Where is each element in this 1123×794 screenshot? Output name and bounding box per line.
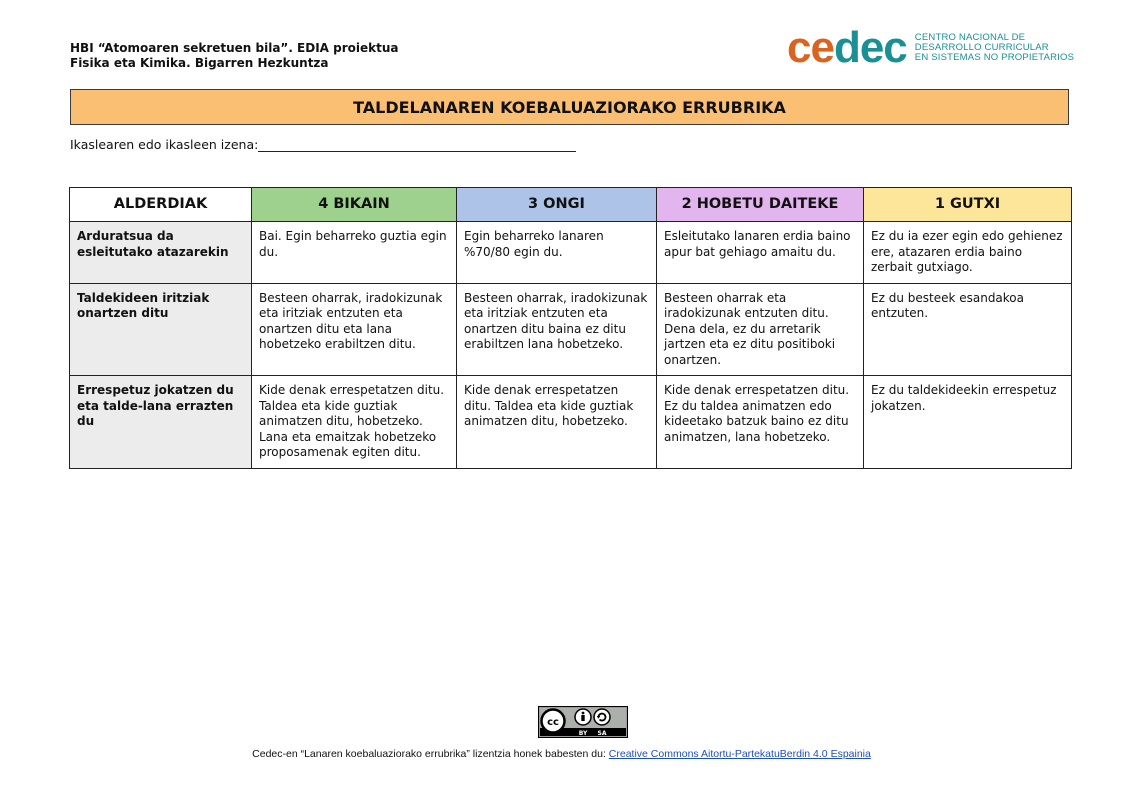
header-level-1: 1 GUTXI bbox=[864, 188, 1072, 222]
cedec-logo bbox=[787, 23, 1075, 72]
svg-text:SA: SA bbox=[597, 730, 607, 737]
criteria-cell: Besteen oharrak, iradokizunak eta iritziak entzuten eta onartzen ditu baina ez ditu erabiltzen lana hobetzeko. bbox=[457, 283, 657, 376]
creative-commons-by-sa-icon[interactable] bbox=[538, 706, 628, 742]
aspect-cell: Arduratsua da esleitutako atazarekin bbox=[70, 222, 252, 284]
table-row bbox=[70, 376, 1072, 469]
header-level-2: 2 HOBETU DAITEKE bbox=[657, 188, 864, 222]
svg-text:cc: cc bbox=[547, 717, 559, 728]
student-name-blank[interactable] bbox=[258, 138, 576, 152]
table-row bbox=[70, 222, 1072, 284]
student-name-label: Ikaslearen edo ikasleen izena: bbox=[70, 137, 259, 152]
criteria-cell: Egin beharreko lanaren %70/80 egin du. bbox=[457, 222, 657, 284]
criteria-cell: Ez du ia ezer egin edo gehienez ere, atazaren erdia baino zerbait gutxiago. bbox=[864, 222, 1072, 284]
rubric-header-row bbox=[70, 188, 1072, 222]
criteria-cell: Esleitutako lanaren erdia baino apur bat gehiago amaitu du. bbox=[657, 222, 864, 284]
license-footer bbox=[0, 748, 1123, 760]
criteria-cell: Kide denak errespetatzen ditu. Taldea eta kide guztiak animatzen ditu, hobetzeko. Lana eta emaitzak hobetzeko proposamenak egiten ditu. bbox=[252, 376, 457, 469]
header-level-4: 4 BIKAIN bbox=[252, 188, 457, 222]
student-name-line bbox=[70, 137, 576, 152]
license-text: Cedec-en “Lanaren koebaluaziorako errubrika” lizentzia honek babesten du: bbox=[252, 748, 609, 760]
aspect-cell: Taldekideen iritziak onartzen ditu bbox=[70, 283, 252, 376]
header-level-3: 3 ONGI bbox=[457, 188, 657, 222]
rubric-table bbox=[69, 187, 1072, 469]
header-project-line: HBI “Atomoaren sekretuen bila”. EDIA proiektua bbox=[70, 41, 399, 55]
header-aspects: ALDERDIAK bbox=[70, 188, 252, 222]
criteria-cell: Ez du taldekideekin errespetuz jokatzen. bbox=[864, 376, 1072, 469]
svg-text:BY: BY bbox=[578, 730, 588, 737]
criteria-cell: Bai. Egin beharreko guztia egin du. bbox=[252, 222, 457, 284]
criteria-cell: Besteen oharrak, iradokizunak eta iritziak entzuten eta onartzen ditu eta lana hobetzeko erabiltzen ditu. bbox=[252, 283, 457, 376]
license-link[interactable]: Creative Commons Aitortu-PartekatuBerdin 4.0 Espainia bbox=[608, 748, 871, 760]
rubric-title: TALDELANAREN KOEBALUAZIORAKO ERRUBRIKA bbox=[70, 89, 1069, 125]
cedec-logo-wordmark: cedec bbox=[787, 23, 907, 72]
cedec-logo-subtitle: CENTRO NACIONAL DE DESARROLLO CURRICULAR EN SISTEMAS NO PROPIETARIOS bbox=[914, 32, 1075, 63]
header-subject-line: Fisika eta Kimika. Bigarren Hezkuntza bbox=[70, 56, 329, 70]
criteria-cell: Kide denak errespetatzen ditu. Taldea eta kide guztiak animatzen ditu, hobetzeko. bbox=[457, 376, 657, 469]
aspect-cell: Errespetuz jokatzen du eta talde-lana errazten du bbox=[70, 376, 252, 469]
criteria-cell: Ez du besteek esandakoa entzuten. bbox=[864, 283, 1072, 376]
document-header bbox=[70, 41, 399, 71]
criteria-cell: Besteen oharrak eta iradokizunak entzuten ditu. Dena dela, ez du arretarik jartzen eta ez ditu positiboki onartzen. bbox=[657, 283, 864, 376]
table-row bbox=[70, 283, 1072, 376]
criteria-cell: Kide denak errespetatzen ditu. Ez du taldea animatzen edo kideetako batzuk baino ez ditu animatzen, lana hobetzeko. bbox=[657, 376, 864, 469]
